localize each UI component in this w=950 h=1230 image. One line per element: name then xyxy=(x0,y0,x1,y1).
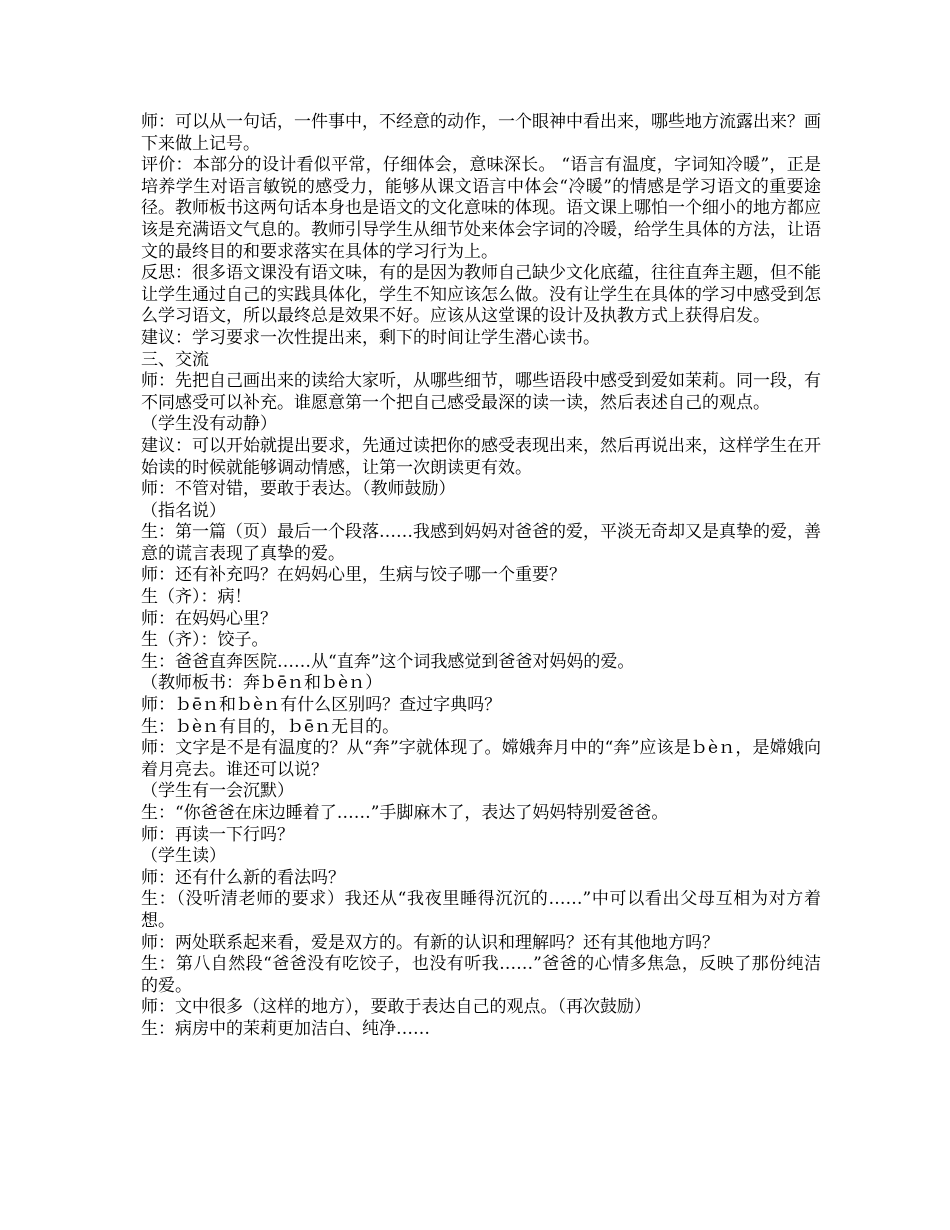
paragraph-dialogue: 生：第八自然段“爸爸没有吃饺子，也没有听我……”爸爸的心情多焦急，反映了那份纯洁的爱。 xyxy=(141,954,821,996)
paragraph-dialogue: 生（齐）：饺子。 xyxy=(141,630,269,651)
paragraph-reflection: 反思：很多语文课没有语文味，有的是因为教师自己缺少文化底蕴，往往直奔主题，但不能让学生通过自己的实践具体化，学生不知应该怎么做。没有让学生在具体的学习中感受到怎么学习语文，所以最终总是效果不好。应该从这堂课的设计及执教方式上获得启发。 xyxy=(141,263,821,327)
paragraph-dialogue: 师：再读一下行吗？ xyxy=(141,824,294,845)
paragraph-suggestion: 建议：学习要求一次性提出来，剩下的时间让学生潜心读书。 xyxy=(141,327,600,348)
paragraph-stage-note: （学生读） xyxy=(141,846,226,867)
paragraph-dialogue: 师：在妈妈心里？ xyxy=(141,608,277,629)
paragraph-dialogue: 生（齐）：病！ xyxy=(141,587,252,608)
paragraph-dialogue: 师：文字是不是有温度的？从“奔”字就体现了。嫦娥奔月中的“奔”应该是ｂèｎ，是嫦娥向着月亮去。谁还可以说？ xyxy=(141,738,821,780)
paragraph-dialogue: 师：还有什么新的看法吗？ xyxy=(141,867,345,888)
paragraph-dialogue: 师：ｂēｎ和ｂèｎ有什么区别吗？查过字典吗？ xyxy=(141,695,502,716)
paragraph-evaluation: 评价：本部分的设计看似平常，仔细体会，意味深长。 “语言有温度，字词知冷暖”，正是培养学生对语言敏锐的感受力，能够从课文语言中体会“冷暖”的情感是学习语文的重要途径。教师板书这两句话本身也是语文的文化意味的体现。语文课上哪怕一个细小的地方都应该是充满语文气息的。教师引导学生从细节处来体会字词的冷暖，给学生具体的方法，让语文的最终目的和要求落实在具体的学习行为上。 xyxy=(141,155,821,262)
paragraph-stage-note: （学生有一会沉默） xyxy=(141,781,294,802)
paragraph-stage-note: （教师板书：奔ｂēｎ和ｂèｎ） xyxy=(141,673,383,694)
paragraph-dialogue: 生：（没听清老师的要求）我还从“我夜里睡得沉沉的……”中可以看出父母互相为对方着想。 xyxy=(141,889,821,931)
paragraph-dialogue: 生：第一篇（页）最后一个段落……我感到妈妈对爸爸的爱，平淡无奇却又是真挚的爱，善意的谎言表现了真挚的爱。 xyxy=(141,522,821,564)
paragraph-dialogue: 生：“你爸爸在床边睡着了……”手脚麻木了，表达了妈妈特别爱爸爸。 xyxy=(141,803,669,823)
document-body xyxy=(141,112,821,1041)
paragraph-stage-note: （学生没有动静） xyxy=(141,414,277,435)
paragraph-teacher-instruction: 师：先把自己画出来的读给大家听，从哪些细节，哪些语段中感受到爱如茉莉。同一段，有不同感受可以补充。谁愿意第一个把自己感受最深的读一读，然后表述自己的观点。 xyxy=(141,371,821,413)
paragraph-dialogue: 师：不管对错，要敢于表达。（教师鼓励） xyxy=(141,479,456,500)
paragraph-dialogue: 生：ｂèｎ有目的，ｂēｎ无目的。 xyxy=(141,716,400,737)
paragraph-dialogue: 师：两处联系起来看，爱是双方的。有新的认识和理解吗？还有其他地方吗？ xyxy=(141,932,719,953)
paragraph-dialogue: 师：还有补充吗？在妈妈心里，生病与饺子哪一个重要？ xyxy=(141,565,566,586)
paragraph-dialogue: 师：文中很多（这样的地方），要敢于表达自己的观点。（再次鼓励） xyxy=(141,997,651,1018)
paragraph-teacher-prompt: 师：可以从一句话，一件事中，不经意的动作，一个眼神中看出来，哪些地方流露出来？画下来做上记号。 xyxy=(141,112,821,154)
paragraph-dialogue: 生：病房中的茉莉更加洁白、纯净…… xyxy=(141,1018,430,1039)
paragraph-dialogue: 生：爸爸直奔医院……从“直奔”这个词我感觉到爸爸对妈妈的爱。 xyxy=(141,651,635,672)
section-heading-exchange: 三、交流 xyxy=(141,349,209,370)
paragraph-stage-note: （指名说） xyxy=(141,500,226,521)
paragraph-suggestion: 建议：可以开始就提出要求，先通过读把你的感受表现出来，然后再说出来，这样学生在开始读的时候就能够调动情感，让第一次朗读更有效。 xyxy=(141,435,821,478)
